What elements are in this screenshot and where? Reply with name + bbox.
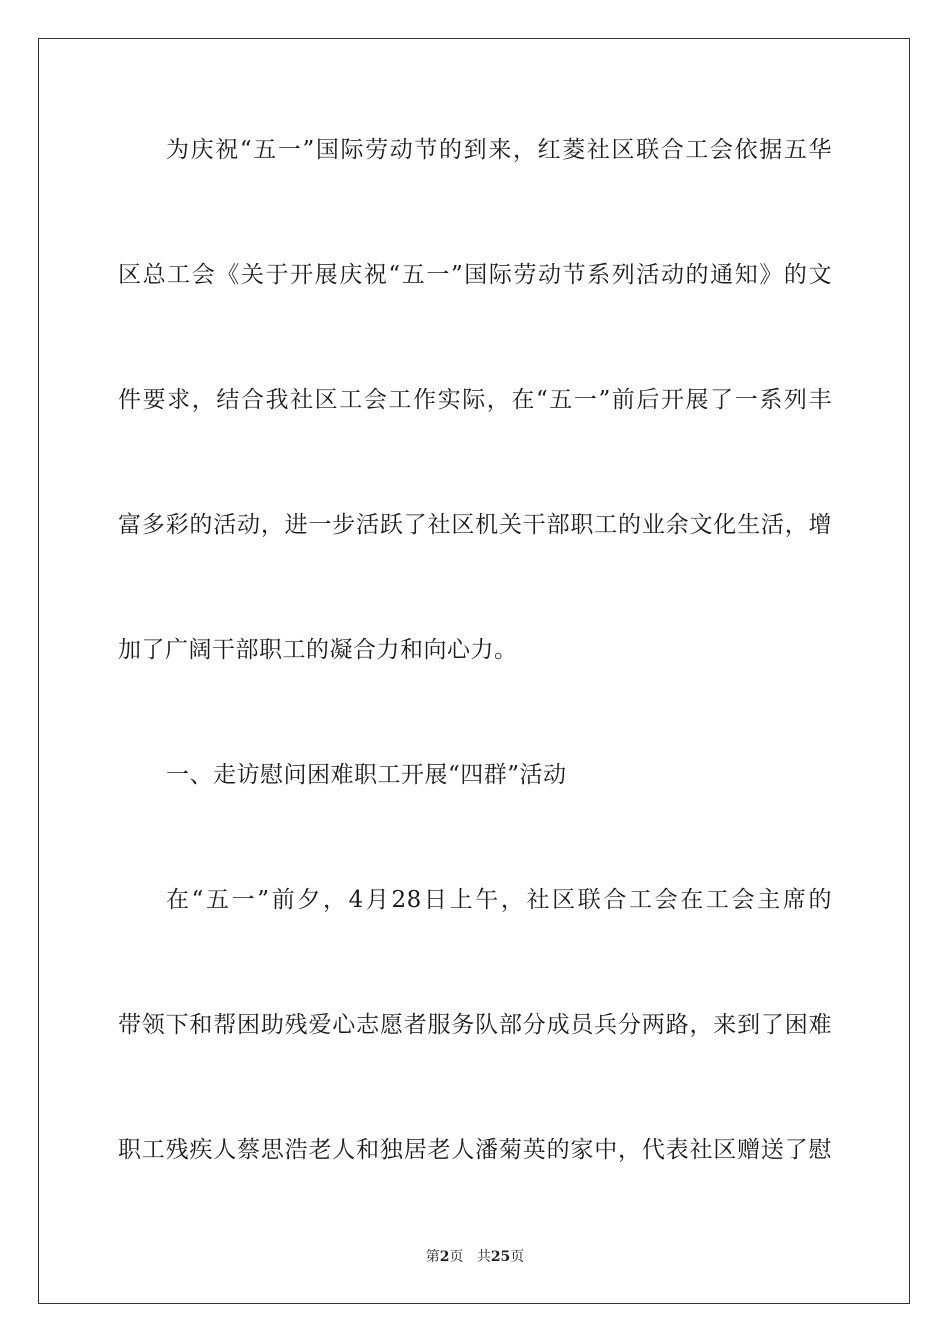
paragraph-2-line-3: 职工残疾人蔡思浩老人和独居老人潘菊英的家中，代表社区赠送了慰: [118, 1137, 832, 1163]
paragraph-1-line-3: 件要求，结合我社区工会工作实际，在“五一”前后开展了一系列丰: [118, 387, 832, 413]
paragraph-2-line-2: 带领下和帮困助残爱心志愿者服务队部分成员兵分两路，来到了困难: [118, 1012, 832, 1038]
paragraph-2-line-1: 在“五一”前夕，4月28日上午，社区联合工会在工会主席的: [166, 887, 832, 913]
page-frame: [38, 38, 910, 1304]
page-footer: [0, 1247, 950, 1267]
footer-total-prefix: 共: [476, 1249, 491, 1265]
footer-page-unit: 页: [449, 1249, 464, 1265]
section-heading: 一、走访慰问困难职工开展“四群”活动: [166, 762, 567, 788]
paragraph-1-line-4: 富多彩的活动，进一步活跃了社区机关干部职工的业余文化生活，增: [118, 512, 832, 538]
footer-total-pages: 25: [490, 1249, 511, 1265]
paragraph-1-line-2: 区总工会《关于开展庆祝“五一”国际劳动节系列活动的通知》的文: [118, 262, 832, 288]
footer-page-prefix: 第: [425, 1249, 440, 1265]
paragraph-1-line-1: 为庆祝“五一”国际劳动节的到来，红菱社区联合工会依据五华: [166, 137, 832, 163]
footer-total-unit: 页: [510, 1249, 525, 1265]
footer-current-page: 2: [439, 1249, 450, 1265]
paragraph-1-line-5: 加了广阔干部职工的凝合力和向心力。: [118, 637, 518, 663]
